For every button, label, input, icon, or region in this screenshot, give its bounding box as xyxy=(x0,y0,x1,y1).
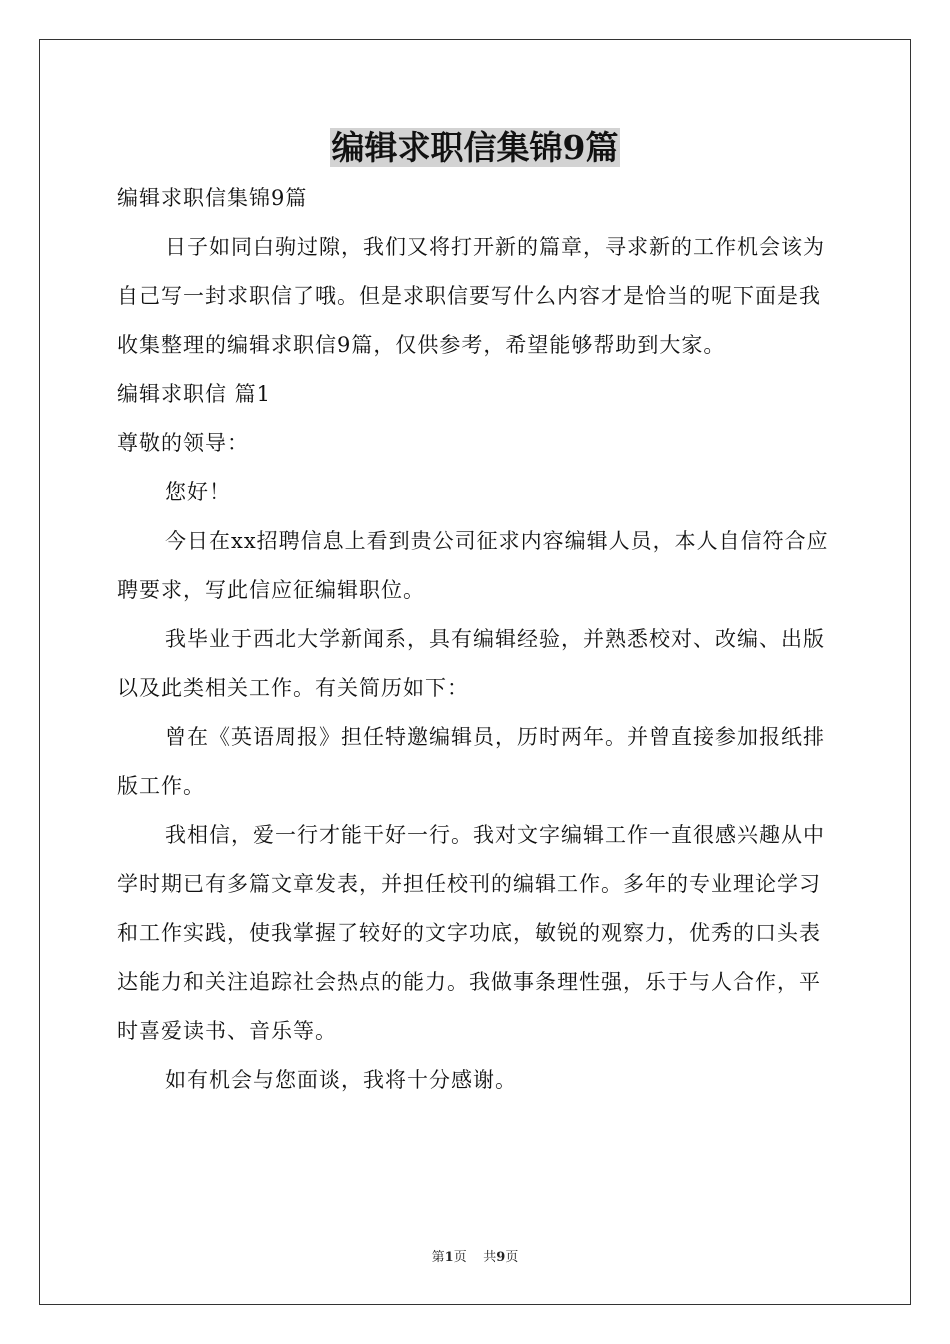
document-title xyxy=(0,124,950,172)
page-footer xyxy=(0,1248,950,1268)
body-paragraph: 我毕业于西北大学新闻系，具有编辑经验，并熟悉校对、改编、出版以及此类相关工作。有关简历如下： xyxy=(117,627,825,700)
body-paragraph: 曾在《英语周报》担任特邀编辑员，历时两年。并曾直接参加报纸排版工作。 xyxy=(117,725,825,798)
total-pages: 9 xyxy=(496,1250,506,1265)
document-body xyxy=(117,174,833,1105)
salutation: 尊敬的领导： xyxy=(117,431,249,455)
page-number: 1 xyxy=(444,1250,454,1265)
body-paragraph: 如有机会与您面谈，我将十分感谢。 xyxy=(165,1068,517,1092)
total-prefix: 共 xyxy=(483,1250,497,1265)
greeting: 您好！ xyxy=(165,480,231,504)
body-paragraph: 今日在xx招聘信息上看到贵公司征求内容编辑人员，本人自信符合应聘要求，写此信应征编辑职位。 xyxy=(117,529,829,602)
body-paragraph: 编辑求职信集锦9篇 xyxy=(117,186,308,210)
body-paragraph: 我相信，爱一行才能干好一行。我对文字编辑工作一直很感兴趣从中学时期已有多篇文章发表，并担任校刊的编辑工作。多年的专业理论学习和工作实践，使我掌握了较好的文字功底，敏锐的观察力，优秀的口头表达能力和关注追踪社会热点的能力。我做事条理性强，乐于与人合作，平时喜爱读书、音乐等。 xyxy=(117,823,825,1043)
page-suffix: 页 xyxy=(453,1250,467,1265)
document-title-text: 编辑求职信集锦9篇 xyxy=(331,128,619,167)
body-paragraph: 日子如同白驹过隙，我们又将打开新的篇章，寻求新的工作机会该为自己写一封求职信了哦。但是求职信要写什么内容才是恰当的呢下面是我收集整理的编辑求职信9篇，仅供参考，希望能够帮助到大家。 xyxy=(117,235,825,357)
section-heading: 编辑求职信 篇1 xyxy=(117,382,272,406)
page-prefix: 第 xyxy=(431,1250,445,1265)
total-suffix: 页 xyxy=(505,1250,519,1265)
